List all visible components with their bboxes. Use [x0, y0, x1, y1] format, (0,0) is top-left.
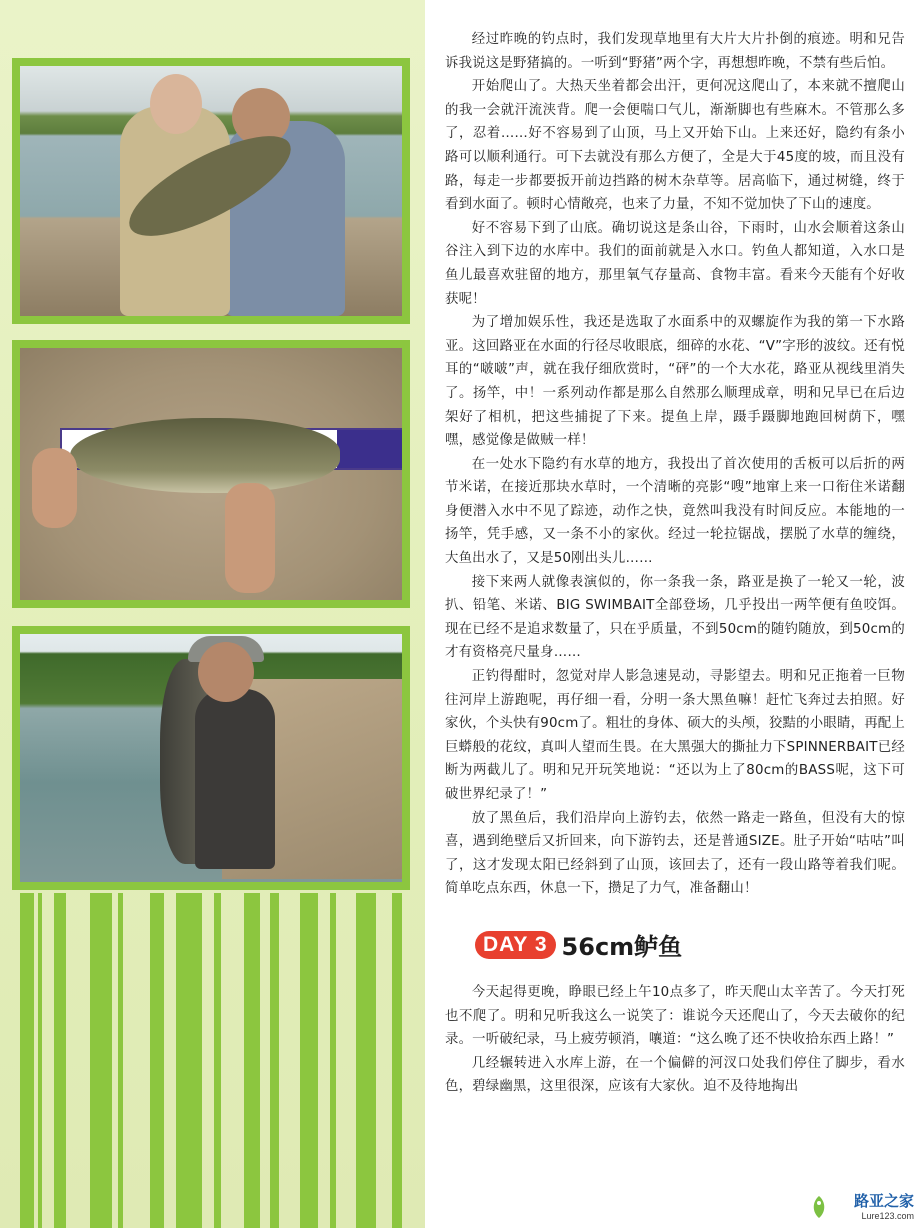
fish-logo-icon	[808, 1194, 830, 1220]
article-paragraph: 几经辗转进入水库上游，在一个偏僻的河汊口处我们停住了脚步，看水色，碧绿幽黑，这里很深，应该有大家伙。迫不及待地掏出	[445, 1055, 905, 1095]
article-paragraph: 在一处水下隐约有水草的地方，我投出了首次使用的舌板可以后折的两节米诺，在接近那块水草时，一个清晰的亮影“嗖”地窜上来一口衔住米诺翻身便潜入水中不见了踪迹，动作之快，竟然叫我没有时间反应。本能地的一扬竿，凭手感，又一条不小的家伙。经过一轮拉锯战，摆脱了水草的缠绕，大鱼出水了，又是50刚出头儿……	[445, 456, 905, 567]
section-heading	[475, 927, 905, 963]
section-title: 56cm鲈鱼	[561, 933, 683, 962]
article-paragraph: 接下来两人就像表演似的，你一条我一条，路亚是换了一轮又一轮，波扒、铅笔、米诺、BIG SWIMBAIT全部登场，几乎投出一两竿便有鱼咬饵。现在已经不是追求数量了，只在乎质量，不到50cm的随钓随放，到50cm的才有资格亮尺量身……	[445, 574, 905, 661]
article-text	[445, 28, 905, 1099]
site-watermark	[814, 1190, 914, 1224]
photo-frame-3	[12, 626, 410, 890]
article-paragraph: 放了黑鱼后，我们沿岸向上游钓去，依然一路走一路鱼，但没有大的惊喜，遇到绝壁后又折回来，向下游钓去，还是普通SIZE。肚子开始“咕咕”叫了，这才发现太阳已经斜到了山顶，该回去了，还有一段山路等着我们呢。简单吃点东西，休息一下，攒足了力气，准备翻山！	[445, 810, 905, 897]
article-paragraph: 开始爬山了。大热天坐着都会出汗，更何况这爬山了，本来就不擅爬山的我一会就汗流浃背。爬一会便喘口气儿，渐渐脚也有些麻木。不管那么多了，忍着……好不容易到了山顶，马上又开始下山。上来还好，隐约有条小路可以顺利通行。可下去就没有那么方便了，全是大于45度的坡，而且没有路，每走一步都要扳开前边挡路的树木杂草等。居高临下，通过树缝，终于看到水面了。顿时心情敞亮，也来了力量，不知不觉加快了下山的速度。	[445, 79, 905, 213]
watermark-site-name: 路亚之家	[853, 1192, 914, 1210]
photo-bass-on-ruler	[20, 348, 402, 600]
photo-frame-2	[12, 340, 410, 608]
photo-anglers-with-bass	[20, 66, 402, 316]
photo-column	[0, 0, 425, 1228]
article-paragraph: 好不容易下到了山底。确切说这是条山谷，下雨时，山水会顺着这条山谷注入到下边的水库中。我们的面前就是入水口。钓鱼人都知道，入水口是鱼儿最喜欢驻留的地方，那里氧气存量高、食物丰富。看来今天能有个好收获呢！	[445, 220, 905, 307]
photo-frame-1	[12, 58, 410, 324]
article-paragraph: 经过昨晚的钓点时，我们发现草地里有大片大片扑倒的痕迹。明和兄告诉我说这是野猪搞的。一听到“野猪”两个字，再想想昨晚，不禁有些后怕。	[445, 32, 905, 71]
article-paragraph: 今天起得更晚，睁眼已经上午10点多了，昨天爬山太辛苦了。今天打死也不爬了。明和兄听我这么一说笑了：谁说今天还爬山了，今天去破你的纪录。一听破纪录，马上疲劳顿消，嚷道：“这么晚了还不快收拾东西上路！”	[445, 984, 905, 1048]
photo-man-with-snakehead	[20, 634, 402, 882]
article-paragraph: 正钓得酣时，忽觉对岸人影急速晃动，寻影望去。明和兄正拖着一巨物往河岸上游跑呢，再仔细一看，分明一条大黑鱼嘛！赶忙飞奔过去拍照。好家伙，个头快有90cm了。粗壮的身体、硕大的头颅，狡黠的小眼睛，再配上巨蟒般的花纹，真叫人望而生畏。在大黑强大的撕扯力下SPINNERBAIT已经断为两截儿了。明和兄开玩笑地说：“还以为上了80cm的BASS呢，这下可破世界纪录了！”	[445, 669, 905, 802]
watermark-url: Lure123.com	[861, 1211, 914, 1221]
day-badge: DAY 3	[475, 931, 556, 959]
article-paragraph: 为了增加娱乐性，我还是选取了水面系中的双螺旋作为我的第一下水路亚。这回路亚在水面的行径尽收眼底，细碎的水花、“V”字形的波纹。还有悦耳的“啵啵”声，就在我仔细欣赏时，“砰”的一个大水花，路亚从视线里消失了。扬竿，中！一系列动作都是那么自然那么顺理成章，明和兄早已在后边架好了相机，把这些捕捉了下来。提鱼上岸，蹑手蹑脚地跑回树荫下，嘿嘿，感觉像是做贼一样！	[445, 315, 905, 449]
decorative-stripes	[0, 893, 425, 1228]
